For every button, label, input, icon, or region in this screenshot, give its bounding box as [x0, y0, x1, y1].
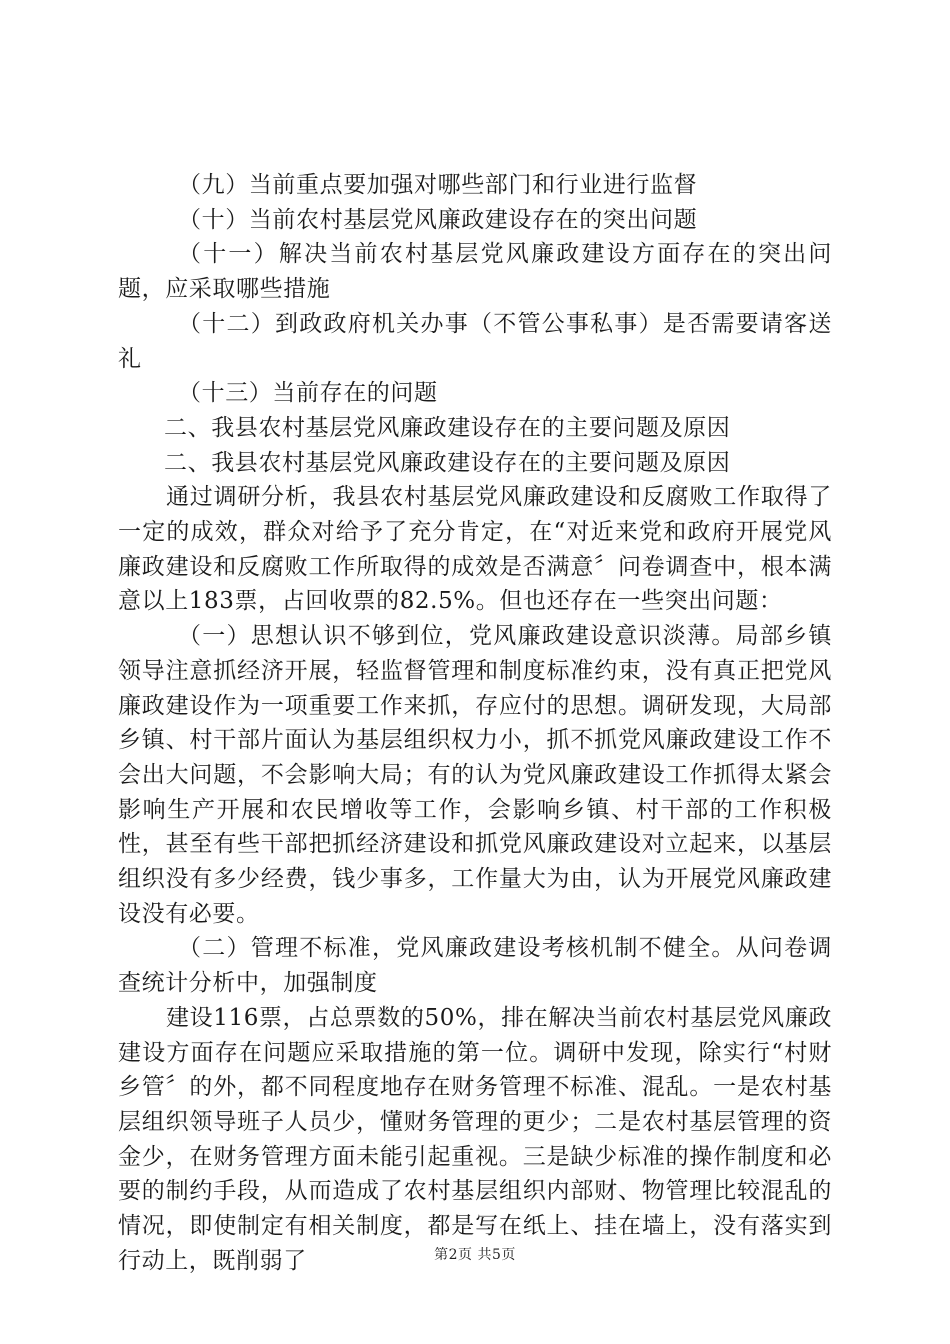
section-heading-repeat: 二、我县农村基层党风廉政建设存在的主要问题及原因: [164, 449, 731, 476]
section-heading: 二、我县农村基层党风廉政建设存在的主要问题及原因: [164, 414, 731, 441]
paragraph-survey-summary: 通过调研分析，我县农村基层党风廉政建设和反腐败工作取得了一定的成效，群众对给予了充分肯定，在“对近来党和政府开展党风廉政建设和反腐败工作所取得的成效是否满意〞问卷调查中，根本满意以上183票，占回收票的82.5%。但也还存在一些突出问题：: [118, 484, 832, 615]
page-footer: 第2页 共5页: [434, 1247, 516, 1263]
document-body: [118, 168, 832, 1279]
paragraph-problem-1: （一）思想认识不够到位，党风廉政建设意识淡薄。局部乡镇领导注意抓经济开展，轻监督管理和制度标准约束，没有真正把党风廉政建设作为一项重要工作来抓，存应付的思想。调研发现，大局部乡镇、村干部片面认为基层组织权力小，抓不抓党风廉政建设工作不会出大问题，不会影响大局；有的认为党风廉政建设工作抓得太紧会影响生产开展和农民增收等工作，会影响乡镇、村干部的工作积极性，甚至有些干部把抓经济建设和抓党风廉政建设对立起来，以基层组织没有多少经费，钱少事多，工作量大为由，认为开展党风廉政建设没有必要。: [118, 623, 832, 927]
paragraph-item-12: （十二）到政政府机关办事（不管公事私事）是否需要请客送礼: [118, 310, 832, 372]
paragraph-item-11: （十一）解决当前农村基层党风廉政建设方面存在的突出问题，应采取哪些措施: [118, 241, 832, 303]
paragraph-item-10: （十）当前农村基层党风廉政建设存在的突出问题: [178, 206, 698, 233]
paragraph-problem-2-detail: 建设116票，占总票数的50%，排在解决当前农村基层党风廉政建设方面存在问题应采取措施的第一位。调研中发现，除实行“村财乡管〞的外，都不同程度地存在财务管理不标准、混乱。一是农村基层组织领导班子人员少，懂财务管理的更少；二是农村基层管理的资金少，在财务管理方面未能引起重视。三是缺少标准的操作制度和必要的制约手段，从而造成了农村基层组织内部财、物管理比较混乱的情况，即使制定有相关制度，都是写在纸上、挂在墙上，没有落实到行动上，既削弱了: [118, 1004, 832, 1274]
paragraph-item-9: （九）当前重点要加强对哪些部门和行业进行监督: [178, 172, 698, 198]
paragraph-problem-2: （二）管理不标准，党风廉政建设考核机制不健全。从问卷调查统计分析中，加强制度: [118, 935, 832, 997]
paragraph-item-13: （十三）当前存在的问题: [178, 380, 438, 407]
